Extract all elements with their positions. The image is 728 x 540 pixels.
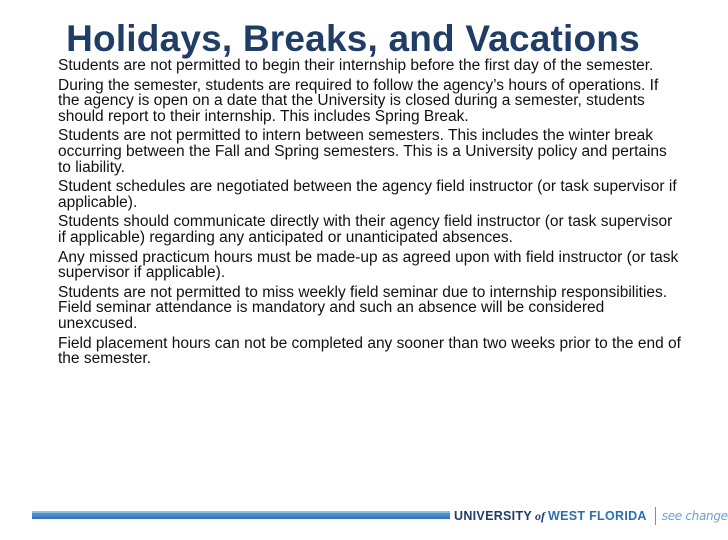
logo-tagline: see change [661,509,728,523]
body-text [58,58,683,371]
logo-west-florida: WEST FLORIDA [548,509,647,523]
paragraph: Field placement hours can not be completed any sooner than two weeks prior to the end of the semester. [58,334,681,368]
paragraph: Student schedules are negotiated between the agency field instructor (or task supervisor if applicable). [58,178,677,211]
paragraph: Students are not permitted to intern between semesters. This includes the winter break occurring between the Fall and Spring semesters. This is a University policy and pertains to liability. [58,127,667,176]
paragraph: Students are not permitted to miss weekly field seminar due to internship responsibilities. Field seminar attendance is mandatory and such an absence will be considered unexcused. [58,283,668,332]
paragraph: Students should communicate directly with their agency field instructor (or task supervisor if applicable) regarding any anticipated or unanticipated absences. [58,213,673,246]
university-logo [454,506,728,526]
paragraph: Students are not permitted to begin their internship before the first day of the semester. [58,57,654,74]
logo-divider [655,507,656,525]
logo-of: of [535,508,546,523]
footer-bar [32,511,450,519]
slide-title: Holidays, Breaks, and Vacations [66,18,640,59]
paragraph: During the semester, students are required to follow the agency’s hours of operations. If the agency is open on a date that the University is closed during a semester, students should report to their internship. This includes Spring Break. [58,76,659,125]
logo-university: UNIVERSITY [454,509,533,523]
paragraph: Any missed practicum hours must be made-up as agreed upon with field instructor (or task supervisor if applicable). [58,248,679,282]
